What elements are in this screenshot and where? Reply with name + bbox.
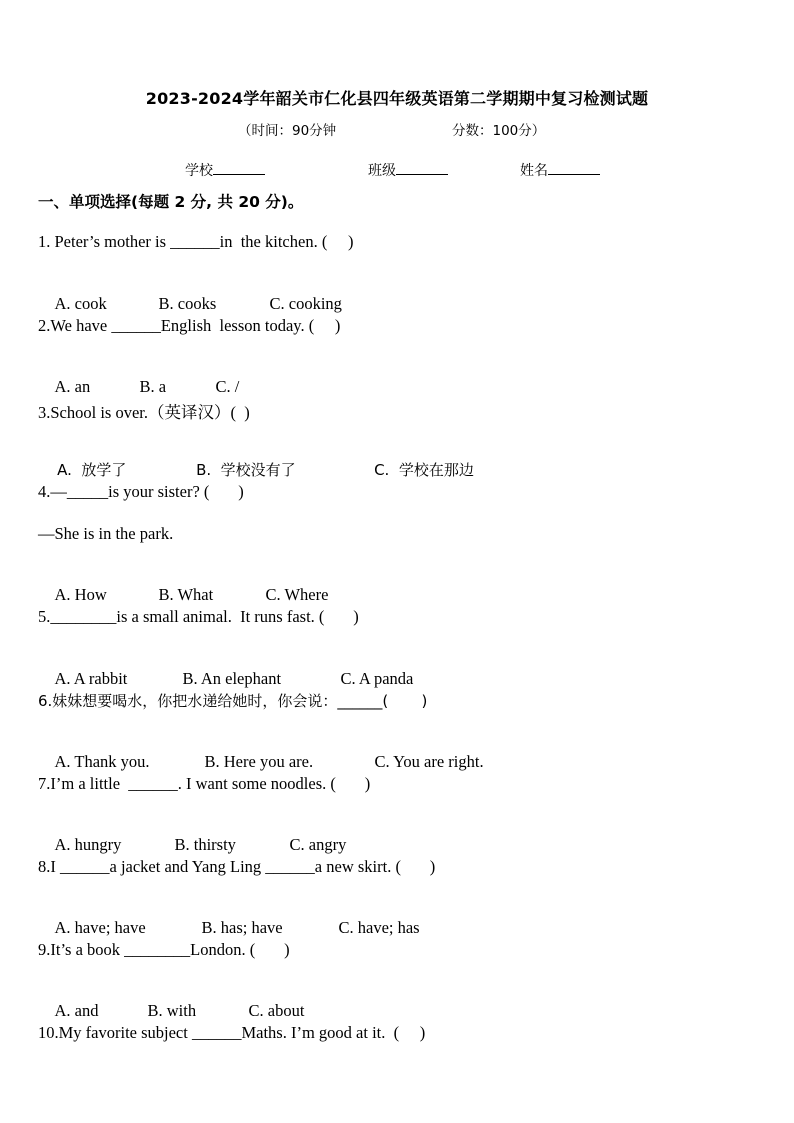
page-title: 2023-2024学年韶关市仁化县四年级英语第二学期期中复习检测试题 xyxy=(145,89,649,108)
option-b[interactable]: B. Here you are. xyxy=(204,752,314,771)
option-c[interactable]: C. 学校在那边 xyxy=(374,461,474,479)
option-c[interactable]: C. / xyxy=(215,377,240,396)
question-8: 8.I ______a jacket and Yang Ling ______a new skirt. ( ) xyxy=(38,857,436,876)
question-6: 6.妹妹想要喝水，你把水递给她时，你会说：______( ) xyxy=(38,692,428,710)
school-label: 学校 xyxy=(185,163,213,179)
option-a[interactable]: A. cook xyxy=(54,294,107,313)
option-c[interactable]: C. angry xyxy=(289,835,347,854)
option-b[interactable]: B. thirsty xyxy=(174,835,236,854)
class-field[interactable] xyxy=(368,160,448,180)
name-field[interactable] xyxy=(520,160,600,180)
question-5: 5.________is a small animal. It runs fast. ( ) xyxy=(38,607,359,626)
option-b[interactable]: B. with xyxy=(147,1001,197,1020)
option-b[interactable]: B. What xyxy=(158,585,214,604)
option-b[interactable]: B. cooks xyxy=(158,294,217,313)
class-label: 班级 xyxy=(368,163,396,179)
question-3: 3.School is over.（英译汉）( ) xyxy=(38,403,250,422)
question-4-answer: —She is in the park. xyxy=(38,524,174,543)
school-blank[interactable] xyxy=(213,160,265,175)
option-c[interactable]: C. cooking xyxy=(269,294,342,313)
question-9: 9.It’s a book ________London. ( ) xyxy=(38,940,290,959)
option-a[interactable]: A. have; have xyxy=(54,918,146,937)
option-c[interactable]: C. have; has xyxy=(338,918,420,937)
class-blank[interactable] xyxy=(396,160,448,175)
option-c[interactable]: C. A panda xyxy=(340,669,414,688)
section-title: 一、单项选择(每题 2 分, 共 20 分)。 xyxy=(38,193,304,211)
question-1: 1. Peter’s mother is ______in the kitchen. ( ) xyxy=(38,232,354,251)
exam-score: 分数：100分） xyxy=(452,123,546,139)
option-a[interactable]: A. an xyxy=(54,377,91,396)
option-b[interactable]: B. has; have xyxy=(201,918,283,937)
option-a[interactable]: A. A rabbit xyxy=(54,669,128,688)
option-b[interactable]: B. 学校没有了 xyxy=(196,461,296,479)
name-label: 姓名 xyxy=(520,163,548,179)
name-blank[interactable] xyxy=(548,160,600,175)
option-c[interactable]: C. You are right. xyxy=(374,752,484,771)
question-2: 2.We have ______English lesson today. ( ) xyxy=(38,316,341,335)
question-4: 4.—_____is your sister? ( ) xyxy=(38,482,244,501)
option-a[interactable]: A. Thank you. xyxy=(54,752,150,771)
option-a[interactable]: A. How xyxy=(54,585,107,604)
option-b[interactable]: B. An elephant xyxy=(182,669,282,688)
option-c[interactable]: C. about xyxy=(248,1001,305,1020)
question-7: 7.I’m a little ______. I want some noodles. ( ) xyxy=(38,774,371,793)
option-c[interactable]: C. Where xyxy=(265,585,329,604)
option-a[interactable]: A. 放学了 xyxy=(57,461,127,479)
exam-time: （时间：90分钟 xyxy=(238,123,337,139)
option-a[interactable]: A. hungry xyxy=(54,835,122,854)
school-field[interactable] xyxy=(185,160,265,180)
question-10: 10.My favorite subject ______Maths. I’m good at it. ( ) xyxy=(38,1023,426,1042)
option-a[interactable]: A. and xyxy=(54,1001,99,1020)
option-b[interactable]: B. a xyxy=(139,377,167,396)
